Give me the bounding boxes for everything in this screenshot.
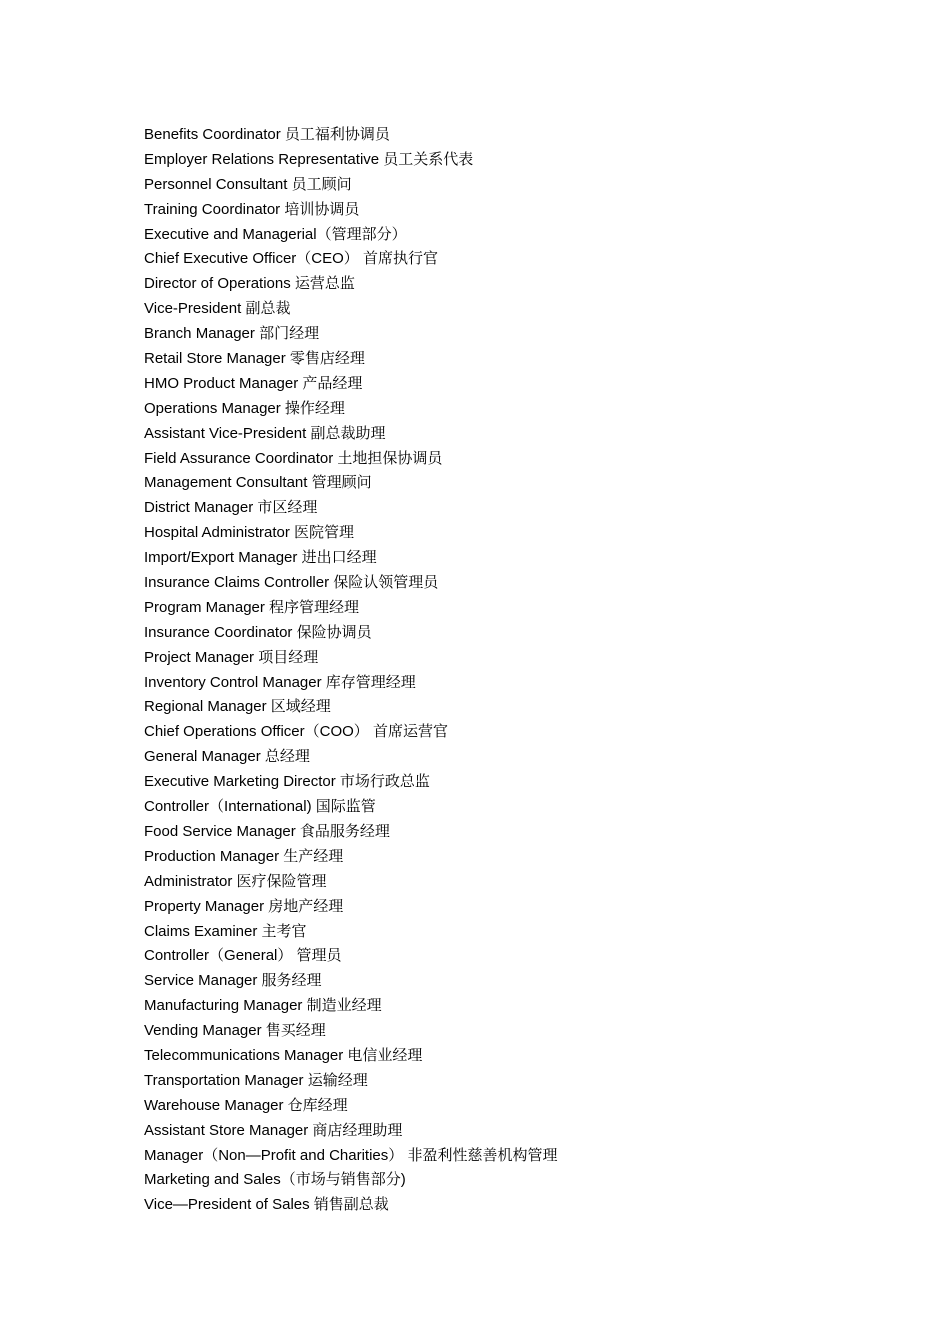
list-item: Manager（Non—Profit and Charities） 非盈利性慈善机构管理 — [144, 1146, 558, 1164]
list-item: Administrator 医疗保险管理 — [144, 872, 327, 890]
list-item: Controller（General） 管理员 — [144, 947, 342, 965]
list-item: Assistant Store Manager 商店经理助理 — [144, 1121, 403, 1139]
list-item: Production Manager 生产经理 — [144, 847, 344, 865]
list-item: Vending Manager 售买经理 — [144, 1022, 326, 1040]
list-item: Import/Export Manager 进出口经理 — [144, 549, 377, 567]
list-item: Insurance Claims Controller 保险认领管理员 — [144, 574, 439, 592]
list-item: District Manager 市区经理 — [144, 499, 318, 517]
list-item: Benefits Coordinator 员工福利协调员 — [144, 126, 390, 143]
list-item: Personnel Consultant 员工顾问 — [144, 175, 352, 193]
list-item: Chief Executive Officer（CEO） 首席执行官 — [144, 250, 438, 268]
list-item: Management Consultant 管理顾问 — [144, 474, 372, 492]
job-title-list — [144, 123, 557, 1218]
list-item: Retail Store Manager 零售店经理 — [144, 350, 365, 368]
list-item: Training Coordinator 培训协调员 — [144, 200, 360, 218]
list-item: Insurance Coordinator 保险协调员 — [144, 623, 372, 641]
list-item: Program Manager 程序管理经理 — [144, 598, 360, 616]
list-item: Manufacturing Manager 制造业经理 — [144, 997, 382, 1015]
list-item: Field Assurance Coordinator 土地担保协调员 — [144, 449, 443, 467]
list-item: Service Manager 服务经理 — [144, 972, 322, 990]
list-item: Director of Operations 运营总监 — [144, 275, 355, 293]
list-item: HMO Product Manager 产品经理 — [144, 374, 363, 392]
list-item: Controller（International) 国际监管 — [144, 798, 376, 816]
list-item: Regional Manager 区域经理 — [144, 698, 331, 716]
list-item: Marketing and Sales（市场与销售部分) — [144, 1171, 406, 1189]
list-item: Executive and Managerial（管理部分） — [144, 225, 407, 243]
list-item: Chief Operations Officer（COO） 首席运营官 — [144, 723, 448, 741]
list-item: Vice—President of Sales 销售副总裁 — [144, 1196, 389, 1214]
list-item: Warehouse Manager 仓库经理 — [144, 1096, 348, 1114]
list-item: Project Manager 项目经理 — [144, 648, 319, 666]
list-item: Inventory Control Manager 库存管理经理 — [144, 673, 416, 691]
list-item: Property Manager 房地产经理 — [144, 897, 344, 915]
list-item: Transportation Manager 运输经理 — [144, 1071, 368, 1089]
list-item: Claims Examiner 主考官 — [144, 922, 307, 940]
list-item: Telecommunications Manager 电信业经理 — [144, 1046, 423, 1064]
list-item: Branch Manager 部门经理 — [144, 325, 320, 343]
list-item: Assistant Vice-President 副总裁助理 — [144, 424, 386, 442]
list-item: Executive Marketing Director 市场行政总监 — [144, 773, 430, 791]
list-item: Hospital Administrator 医院管理 — [144, 524, 355, 542]
list-item: Employer Relations Representative 员工关系代表 — [144, 150, 474, 168]
list-item: Operations Manager 操作经理 — [144, 399, 345, 417]
list-item: General Manager 总经理 — [144, 748, 310, 766]
list-item: Food Service Manager 食品服务经理 — [144, 822, 390, 840]
list-item: Vice-President 副总裁 — [144, 300, 291, 318]
